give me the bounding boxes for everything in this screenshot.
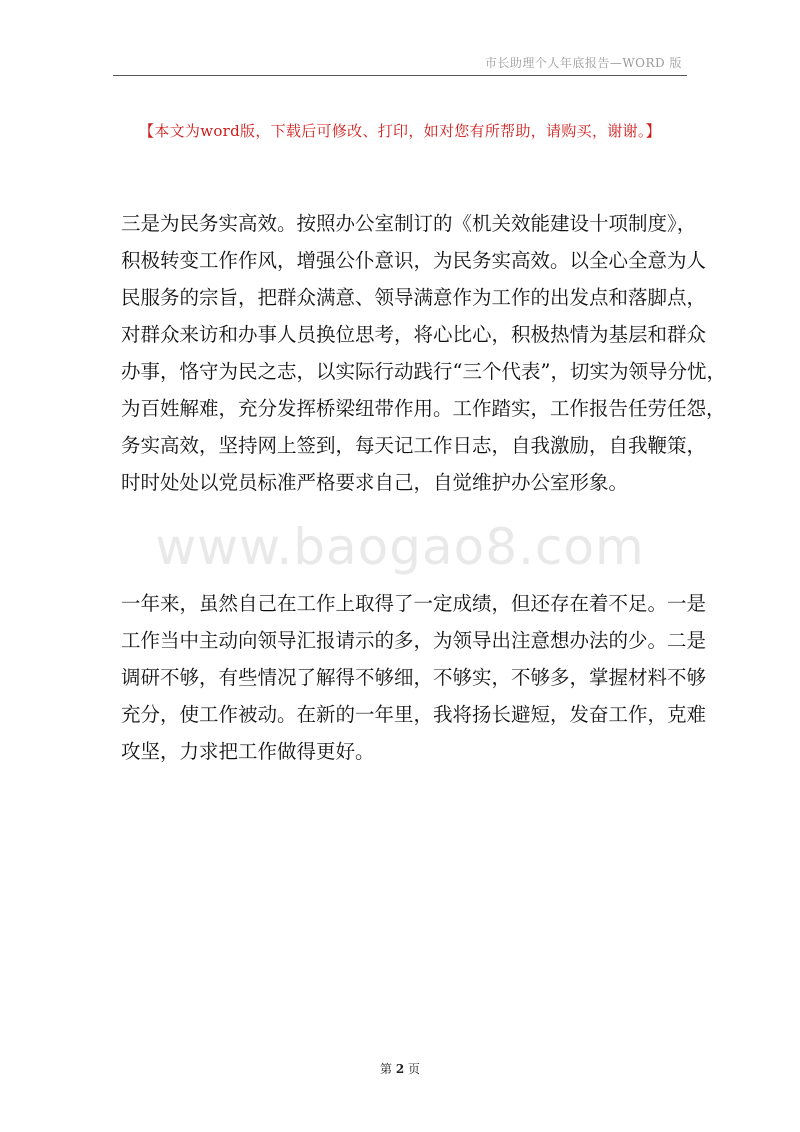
purchase-notice: 【本文为word版，下载后可修改、打印，如对您有所帮助，请购买，谢谢。】	[139, 122, 661, 140]
text-line: 工作当中主动向领导汇报请示的多，为领导出注意想办法的少。二是	[121, 629, 707, 652]
text-line: 务实高效，坚持网上签到，每天记工作日志，自我激励，自我鞭策，	[121, 434, 707, 457]
text-line: 办事，恪守为民之志，以实际行动践行“三个代表”，切实为领导分忧，	[121, 360, 726, 383]
text-line: 调研不够，有些情况了解得不够细，不够实，不够多，掌握材料不够	[121, 666, 707, 689]
watermark: www.baogao8.com	[155, 518, 645, 576]
text-line: 时时处处以党员标准严格要求自己，自觉维护办公室形象。	[121, 471, 629, 494]
footer-prefix: 第	[379, 1062, 392, 1076]
text-line: 对群众来访和办事人员换位思考，将心比心，积极热情为基层和群众	[121, 323, 707, 346]
page-footer	[0, 1060, 800, 1077]
text-line: 充分，使工作被动。在新的一年里，我将扬长避短，发奋工作，克难	[121, 703, 707, 726]
text-line: 攻坚，力求把工作做得更好。	[121, 740, 375, 763]
text-line: 三是为民务实高效。按照办公室制订的《机关效能建设十项制度》，	[121, 212, 697, 235]
text-line: 积极转变工作作风，增强公仆意识，为民务实高效。以全心全意为人	[121, 249, 707, 272]
running-header: 市长助理个人年底报告—WORD 版	[484, 56, 682, 70]
text-line: 为百姓解难，充分发挥桥梁纽带作用。工作踏实，工作报告任劳任怨，	[121, 397, 726, 420]
paragraph-1	[121, 205, 726, 501]
text-line: 一年来，虽然自己在工作上取得了一定成绩，但还存在着不足。一是	[121, 592, 707, 615]
header-divider	[113, 75, 687, 76]
paragraph-2	[121, 585, 707, 770]
text-line: 民服务的宗旨，把群众满意、领导满意作为工作的出发点和落脚点，	[121, 286, 707, 309]
footer-suffix: 页	[408, 1062, 421, 1076]
page-number: 2	[395, 1062, 405, 1076]
